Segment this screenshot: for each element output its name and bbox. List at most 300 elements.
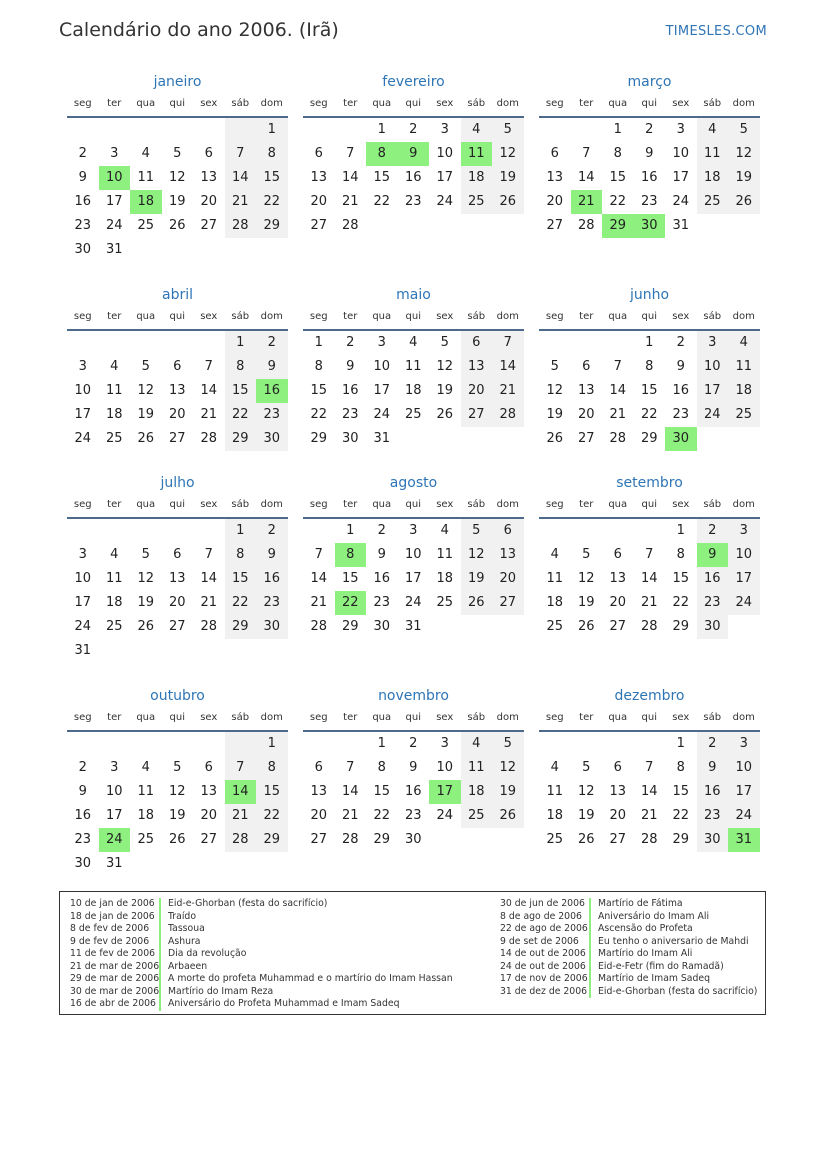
day-cell: 25 <box>105 431 123 446</box>
day-cell: 7 <box>613 359 622 374</box>
day-cell: 10 <box>74 383 92 398</box>
day-cell: 16 <box>697 780 729 804</box>
day-cell: 3 <box>440 122 449 137</box>
weekday-label: seg <box>545 499 564 510</box>
empty-cell <box>602 732 634 756</box>
holiday-item <box>70 898 453 911</box>
day-cell: 6 <box>461 331 493 355</box>
day-cell: 19 <box>137 407 155 422</box>
holiday-name: Aniversário do Profeta Muhammad e Imam Sadeq <box>159 998 400 1011</box>
day-grid <box>539 331 760 451</box>
holiday-item <box>500 948 757 961</box>
day-cell: 11 <box>546 571 564 586</box>
day-cell: 23 <box>404 194 422 209</box>
day-cell: 6 <box>204 146 213 161</box>
day-cell: 15 <box>609 170 627 185</box>
day-cell: 30 <box>404 832 422 847</box>
weekday-header <box>303 92 524 118</box>
empty-cell <box>225 732 257 756</box>
day-cell: 12 <box>168 170 186 185</box>
empty-cell <box>303 732 335 756</box>
day-cell: 19 <box>436 383 454 398</box>
day-cell: 10 <box>728 756 760 780</box>
day-cell: 29 <box>672 619 690 634</box>
holiday-item <box>70 961 453 974</box>
holiday-date: 8 de fev de 2006 <box>70 923 150 934</box>
day-cell: 22 <box>672 595 690 610</box>
weekday-label: seg <box>309 98 328 109</box>
weekday-label: seg <box>73 712 92 723</box>
weekday-label: qua <box>608 98 628 109</box>
empty-cell <box>461 828 493 852</box>
holiday-day-cell: 30 <box>634 214 666 238</box>
empty-cell <box>429 214 461 238</box>
empty-cell <box>697 427 729 451</box>
day-cell: 29 <box>310 431 328 446</box>
day-cell: 5 <box>582 760 591 775</box>
holiday-date: 16 de abr de 2006 <box>70 998 156 1009</box>
day-cell: 24 <box>436 194 454 209</box>
empty-cell <box>429 615 461 639</box>
day-cell: 20 <box>577 407 595 422</box>
day-cell: 30 <box>697 828 729 852</box>
day-cell: 29 <box>225 615 257 639</box>
day-cell: 2 <box>78 146 87 161</box>
weekday-label: sex <box>436 311 454 322</box>
weekday-label: ter <box>343 311 358 322</box>
day-cell: 14 <box>640 571 658 586</box>
month-name: novembro <box>378 688 449 704</box>
day-cell: 24 <box>697 403 729 427</box>
day-cell: 25 <box>436 595 454 610</box>
day-cell: 20 <box>200 194 218 209</box>
day-cell: 15 <box>256 166 288 190</box>
month-setembro <box>539 473 760 639</box>
weekday-label: sáb <box>467 98 486 109</box>
day-cell: 5 <box>582 547 591 562</box>
holiday-item <box>500 986 757 999</box>
holiday-name: Eu tenho o aniversario de Mahdi <box>589 936 749 949</box>
day-cell: 22 <box>672 808 690 823</box>
day-cell: 10 <box>74 571 92 586</box>
day-cell: 15 <box>373 170 391 185</box>
day-cell: 26 <box>461 591 493 615</box>
day-cell: 14 <box>200 571 218 586</box>
day-cell: 19 <box>728 166 760 190</box>
weekday-label: sáb <box>703 311 722 322</box>
day-cell: 13 <box>310 170 328 185</box>
day-cell: 9 <box>346 359 355 374</box>
day-grid <box>303 118 524 238</box>
day-cell: 2 <box>697 519 729 543</box>
weekday-label: dom <box>732 98 755 109</box>
empty-cell <box>366 214 398 238</box>
day-cell: 15 <box>310 383 328 398</box>
weekday-label: qui <box>641 311 657 322</box>
empty-cell <box>193 639 225 663</box>
empty-cell <box>571 331 603 355</box>
day-cell: 6 <box>314 146 323 161</box>
empty-cell <box>225 238 257 262</box>
day-grid <box>303 519 524 639</box>
day-cell: 27 <box>200 218 218 233</box>
day-cell: 24 <box>373 407 391 422</box>
day-cell: 29 <box>341 619 359 634</box>
weekday-label: sáb <box>231 98 250 109</box>
weekday-label: sáb <box>231 499 250 510</box>
month-name: maio <box>396 287 431 303</box>
holiday-item <box>500 923 757 936</box>
day-cell: 4 <box>550 547 559 562</box>
day-cell: 26 <box>492 804 524 828</box>
day-cell: 10 <box>436 760 454 775</box>
day-cell: 1 <box>645 335 654 350</box>
day-cell: 11 <box>728 355 760 379</box>
day-cell: 8 <box>676 547 685 562</box>
weekday-label: qua <box>608 311 628 322</box>
day-cell: 9 <box>676 359 685 374</box>
weekday-header <box>67 92 288 118</box>
day-cell: 28 <box>492 403 524 427</box>
empty-cell <box>67 331 99 355</box>
day-cell: 5 <box>492 118 524 142</box>
day-cell: 11 <box>436 547 454 562</box>
page-title: Calendário do ano 2006. (Irã) <box>59 19 339 41</box>
day-cell: 19 <box>492 780 524 804</box>
weekday-label: ter <box>579 98 594 109</box>
holiday-item <box>70 923 453 936</box>
day-cell: 30 <box>256 615 288 639</box>
weekday-label: seg <box>545 98 564 109</box>
weekday-label: qua <box>372 712 392 723</box>
day-cell: 30 <box>697 615 729 639</box>
empty-cell <box>697 214 729 238</box>
day-cell: 21 <box>200 595 218 610</box>
weekday-label: sex <box>672 98 690 109</box>
weekday-label: dom <box>732 311 755 322</box>
day-cell: 29 <box>256 214 288 238</box>
empty-cell <box>99 519 131 543</box>
day-cell: 27 <box>168 619 186 634</box>
day-cell: 28 <box>200 619 218 634</box>
day-cell: 6 <box>204 760 213 775</box>
empty-cell <box>492 214 524 238</box>
holiday-name: Tassoua <box>159 923 205 936</box>
day-cell: 11 <box>137 784 155 799</box>
holiday-date: 30 de jun de 2006 <box>500 898 585 909</box>
empty-cell <box>225 852 257 876</box>
empty-cell <box>602 519 634 543</box>
day-cell: 30 <box>373 619 391 634</box>
empty-cell <box>256 238 288 262</box>
day-cell: 13 <box>577 383 595 398</box>
empty-cell <box>461 427 493 451</box>
holiday-date: 17 de nov de 2006 <box>500 973 588 984</box>
day-cell: 4 <box>440 523 449 538</box>
day-cell: 19 <box>168 808 186 823</box>
weekday-header <box>303 305 524 331</box>
day-cell: 17 <box>436 170 454 185</box>
empty-cell <box>335 118 367 142</box>
day-cell: 22 <box>225 591 257 615</box>
day-cell: 19 <box>137 595 155 610</box>
weekday-header <box>539 305 760 331</box>
day-cell: 21 <box>492 379 524 403</box>
holiday-name: Eid-e-Fetr (fim do Ramadã) <box>589 961 724 974</box>
day-cell: 14 <box>200 383 218 398</box>
day-cell: 19 <box>577 808 595 823</box>
empty-cell <box>429 427 461 451</box>
weekday-label: dom <box>496 311 519 322</box>
day-cell: 9 <box>409 760 418 775</box>
empty-cell <box>728 615 760 639</box>
weekday-label: sáb <box>467 499 486 510</box>
day-cell: 1 <box>256 118 288 142</box>
holiday-date: 11 de fev de 2006 <box>70 948 156 959</box>
day-cell: 3 <box>110 760 119 775</box>
day-cell: 10 <box>373 359 391 374</box>
holiday-item <box>500 898 757 911</box>
holiday-name: Ascensão do Profeta <box>589 923 693 936</box>
empty-cell <box>728 214 760 238</box>
day-cell: 11 <box>546 784 564 799</box>
day-cell: 20 <box>310 808 328 823</box>
weekday-label: dom <box>496 499 519 510</box>
month-março <box>539 72 760 238</box>
holiday-item <box>70 948 453 961</box>
weekday-label: qui <box>169 311 185 322</box>
day-cell: 20 <box>492 567 524 591</box>
day-cell: 18 <box>461 780 493 804</box>
weekday-label: sex <box>672 311 690 322</box>
empty-cell <box>162 639 194 663</box>
holiday-list-right <box>500 898 757 998</box>
day-cell: 23 <box>373 595 391 610</box>
day-cell: 17 <box>672 170 690 185</box>
month-maio <box>303 285 524 451</box>
day-cell: 28 <box>341 832 359 847</box>
day-cell: 5 <box>728 118 760 142</box>
day-cell: 8 <box>225 543 257 567</box>
empty-cell <box>225 118 257 142</box>
day-cell: 5 <box>173 146 182 161</box>
empty-cell <box>67 118 99 142</box>
day-cell: 8 <box>225 355 257 379</box>
day-cell: 26 <box>577 832 595 847</box>
holiday-day-cell: 24 <box>99 828 131 852</box>
day-cell: 17 <box>404 571 422 586</box>
day-cell: 29 <box>640 431 658 446</box>
weekday-label: sáb <box>703 98 722 109</box>
empty-cell <box>99 639 131 663</box>
day-cell: 29 <box>672 832 690 847</box>
day-cell: 26 <box>546 431 564 446</box>
holiday-name: Martírio do Imam Ali <box>589 948 692 961</box>
empty-cell <box>256 852 288 876</box>
day-cell: 24 <box>74 619 92 634</box>
month-name: fevereiro <box>382 74 445 90</box>
empty-cell <box>539 519 571 543</box>
weekday-label: qui <box>405 311 421 322</box>
empty-cell <box>193 852 225 876</box>
day-cell: 17 <box>74 595 92 610</box>
empty-cell <box>193 519 225 543</box>
day-cell: 31 <box>672 218 690 233</box>
empty-cell <box>571 732 603 756</box>
holiday-day-cell: 9 <box>398 142 430 166</box>
day-cell: 12 <box>436 359 454 374</box>
day-cell: 11 <box>697 142 729 166</box>
day-cell: 1 <box>256 732 288 756</box>
day-cell: 24 <box>74 431 92 446</box>
weekday-label: seg <box>309 499 328 510</box>
day-cell: 5 <box>141 547 150 562</box>
day-cell: 22 <box>256 190 288 214</box>
weekday-label: seg <box>73 98 92 109</box>
day-cell: 5 <box>492 732 524 756</box>
day-cell: 30 <box>256 427 288 451</box>
day-cell: 24 <box>728 591 760 615</box>
month-fevereiro <box>303 72 524 238</box>
day-cell: 9 <box>697 756 729 780</box>
day-cell: 7 <box>645 760 654 775</box>
day-cell: 28 <box>640 619 658 634</box>
day-cell: 18 <box>546 595 564 610</box>
day-cell: 16 <box>404 784 422 799</box>
weekday-label: ter <box>107 98 122 109</box>
day-cell: 26 <box>577 619 595 634</box>
day-cell: 26 <box>492 190 524 214</box>
day-cell: 2 <box>676 335 685 350</box>
weekday-label: sex <box>436 98 454 109</box>
day-cell: 18 <box>697 166 729 190</box>
day-cell: 10 <box>105 784 123 799</box>
weekday-header <box>67 706 288 732</box>
day-cell: 4 <box>409 335 418 350</box>
day-cell: 1 <box>377 736 386 751</box>
holiday-name: Eid-e-Ghorban (festa do sacrifício) <box>159 898 327 911</box>
holiday-item <box>70 911 453 924</box>
day-cell: 16 <box>341 383 359 398</box>
holiday-date: 30 de mar de 2006 <box>70 985 160 997</box>
weekday-label: dom <box>260 712 283 723</box>
day-cell: 10 <box>728 543 760 567</box>
day-cell: 8 <box>256 756 288 780</box>
month-novembro <box>303 686 524 852</box>
brand-link[interactable]: TIMESLES.COM <box>665 24 767 39</box>
day-cell: 12 <box>168 784 186 799</box>
day-cell: 1 <box>676 523 685 538</box>
day-cell: 1 <box>225 519 257 543</box>
day-cell: 6 <box>550 146 559 161</box>
day-cell: 8 <box>613 146 622 161</box>
day-cell: 12 <box>577 571 595 586</box>
empty-cell <box>162 118 194 142</box>
empty-cell <box>429 828 461 852</box>
day-cell: 9 <box>78 784 87 799</box>
day-cell: 9 <box>256 543 288 567</box>
empty-cell <box>539 732 571 756</box>
day-cell: 17 <box>74 407 92 422</box>
weekday-label: seg <box>309 311 328 322</box>
empty-cell <box>130 852 162 876</box>
empty-cell <box>193 331 225 355</box>
day-cell: 16 <box>74 194 92 209</box>
day-cell: 22 <box>640 407 658 422</box>
day-cell: 28 <box>225 828 257 852</box>
holiday-item <box>70 986 453 999</box>
day-cell: 1 <box>346 523 355 538</box>
day-cell: 2 <box>78 760 87 775</box>
weekday-label: ter <box>107 712 122 723</box>
day-cell: 2 <box>409 736 418 751</box>
day-grid <box>67 331 288 451</box>
day-cell: 15 <box>373 784 391 799</box>
day-cell: 20 <box>200 808 218 823</box>
day-cell: 4 <box>141 146 150 161</box>
day-cell: 7 <box>645 547 654 562</box>
day-cell: 25 <box>137 832 155 847</box>
day-cell: 31 <box>105 856 123 871</box>
holiday-date: 8 de ago de 2006 <box>500 910 582 922</box>
day-cell: 13 <box>200 170 218 185</box>
day-cell: 3 <box>440 736 449 751</box>
day-cell: 14 <box>640 784 658 799</box>
day-cell: 31 <box>105 242 123 257</box>
day-cell: 24 <box>436 808 454 823</box>
empty-cell <box>539 331 571 355</box>
month-name: agosto <box>389 475 438 491</box>
holiday-item <box>70 998 453 1011</box>
holiday-name: Traído <box>159 911 196 924</box>
weekday-label: ter <box>343 98 358 109</box>
day-cell: 30 <box>74 856 92 871</box>
day-cell: 7 <box>314 547 323 562</box>
day-cell: 6 <box>613 760 622 775</box>
day-cell: 26 <box>137 619 155 634</box>
month-name: setembro <box>616 475 683 491</box>
day-cell: 12 <box>137 571 155 586</box>
day-cell: 30 <box>341 431 359 446</box>
day-cell: 8 <box>256 142 288 166</box>
empty-cell <box>571 519 603 543</box>
weekday-label: sex <box>672 499 690 510</box>
day-cell: 27 <box>461 403 493 427</box>
day-cell: 14 <box>341 170 359 185</box>
day-cell: 6 <box>613 547 622 562</box>
day-cell: 4 <box>697 118 729 142</box>
day-cell: 29 <box>256 828 288 852</box>
day-cell: 23 <box>697 591 729 615</box>
day-cell: 25 <box>105 619 123 634</box>
day-cell: 2 <box>409 122 418 137</box>
empty-cell <box>571 118 603 142</box>
month-abril <box>67 285 288 451</box>
weekday-label: dom <box>732 712 755 723</box>
day-cell: 28 <box>609 431 627 446</box>
day-cell: 26 <box>137 431 155 446</box>
day-cell: 22 <box>373 808 391 823</box>
day-cell: 3 <box>728 519 760 543</box>
day-cell: 13 <box>492 543 524 567</box>
weekday-label: sáb <box>231 712 250 723</box>
weekday-label: qui <box>641 712 657 723</box>
day-cell: 31 <box>404 619 422 634</box>
day-cell: 27 <box>546 218 564 233</box>
day-cell: 21 <box>225 190 257 214</box>
day-cell: 16 <box>74 808 92 823</box>
weekday-label: qua <box>372 499 392 510</box>
